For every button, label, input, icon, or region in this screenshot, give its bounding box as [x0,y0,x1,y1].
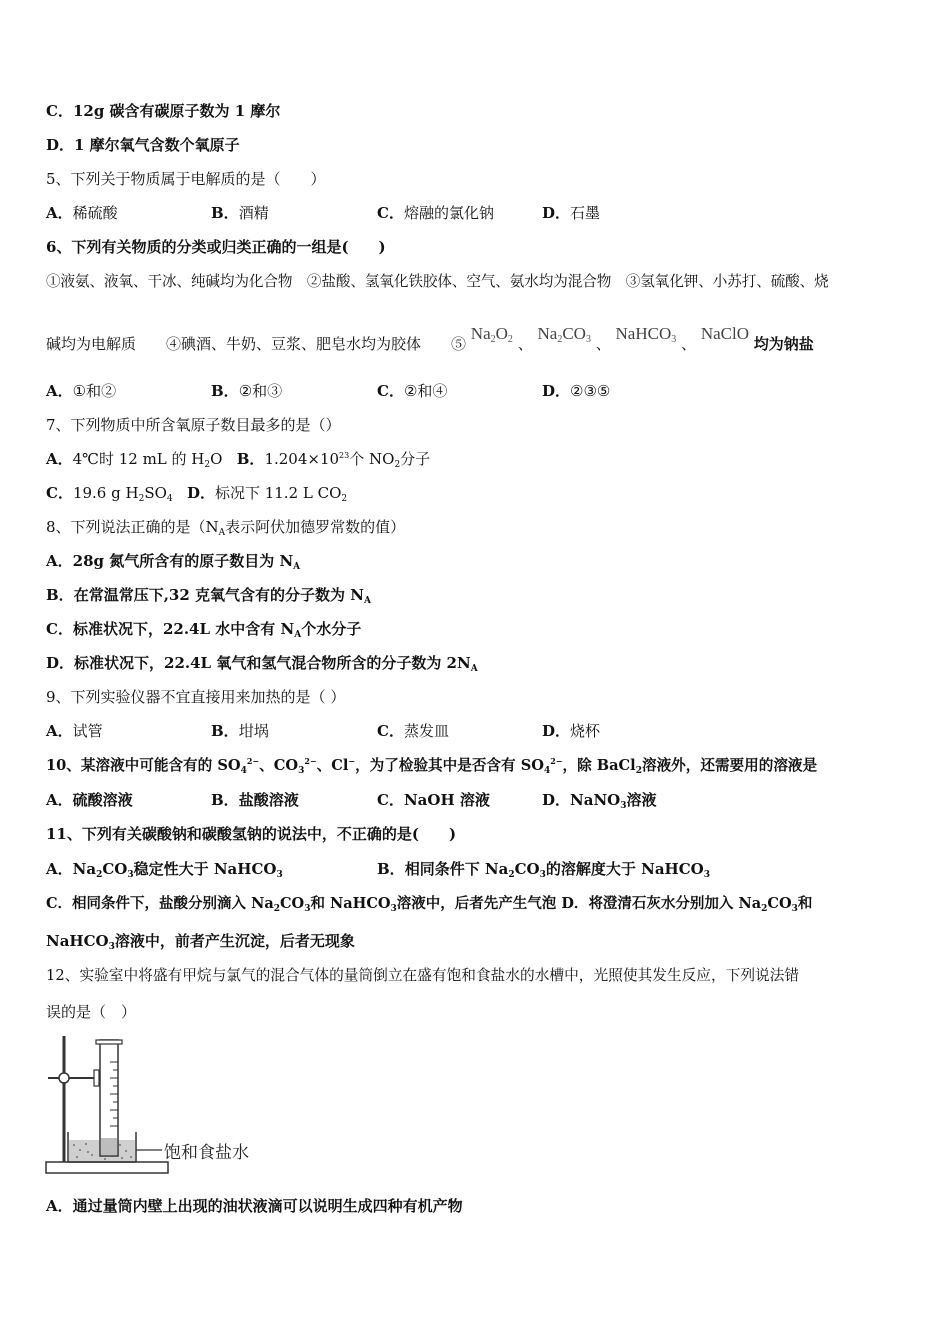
q10-options [46,790,906,810]
q9-option-c[interactable]: C．蒸发皿 [377,722,449,740]
formula-naclo: NaClO [700,324,749,343]
q6-option-c[interactable]: C．②和④ [377,382,448,400]
q10-option-a[interactable]: A．硫酸溶液 [46,791,133,809]
q10-option-c[interactable]: C．NaOH 溶液 [377,791,490,809]
q5-option-c[interactable]: C．熔融的氯化钠 [377,204,494,222]
q6-option-d[interactable]: D．②③⑤ [542,382,611,400]
formula-na2o2: $Na_2O_2$ [470,324,513,345]
q6-option-b[interactable]: B．②和③ [211,382,283,400]
q11-option-b[interactable]: B．相同条件下 $Na_2CO_3$的溶解度大于 NaHCO$_3$ [377,860,710,880]
sodium-formulas [471,325,518,343]
clamp-jaw [94,1070,99,1086]
q9-option-b[interactable]: B．坩埚 [211,722,269,740]
q7-options-ab [46,449,430,469]
q11-option-c[interactable]: C．相同条件下，盐酸分别滴入 $Na_2CO_3$和 NaHCO$_3$溶液中，后者先产生气泡 [46,895,557,914]
q12-stem-line1: 12、实验室中将盛有甲烷与氯气的混合气体的量筒倒立在盛有饱和食盐水的水槽中，光照使其发生反应，下列说法错 [46,967,800,984]
q12-option-a[interactable]: A．通过量筒内壁上出现的油状液滴可以说明生成四种有机产物 [46,1197,463,1215]
q5-stem: 5、下列关于物质属于电解质的是（ ） [46,170,326,188]
q10-option-b[interactable]: B．盐酸溶液 [211,791,299,809]
q10-option-d[interactable]: D．NaNO$_3$溶液 [542,791,657,811]
option-letter: C． [46,102,73,120]
formula-na2co3: $Na_2CO_3$ [537,324,591,345]
q6-options [46,381,906,401]
option-letter: D． [46,136,75,154]
clamp-knob [59,1073,69,1083]
option-text: 12g 碳含有碳原子数为 1 摩尔 [72,102,281,120]
stand-base [46,1162,168,1173]
liquid-in-cylinder [101,1138,117,1155]
figure-label-saturated-brine: 饱和食盐水 [164,1143,249,1163]
q7-stem: 7、下列物质中所含氧原子数目最多的是（） [46,416,341,434]
q5-option-d[interactable]: D．石墨 [542,204,601,222]
q8-option-a[interactable]: A．28g 氮气所含有的原子数目为 $N_A$ [46,552,301,572]
q4-option-d [46,135,240,155]
option-text: 1 摩尔氧气含数个氧原子 [74,136,240,154]
q8-option-c[interactable]: C．标准状况下，22.4L 水中含有 $N_A$个水分子 [46,620,362,640]
q11-options-cd [46,894,812,914]
q5-option-a[interactable]: A．稀硫酸 [46,204,118,222]
q6-statements-line2: 碱均为电解质 ④碘酒、牛奶、豆浆、肥皂水均为胶体 ⑤ $Na_2O_2$ 、 $Na_2CO_3$ 、 NaHCO$_3$ 、 NaClO 均为钠盐 [46,324,814,353]
q11-option-a[interactable]: A．$Na_2CO_3$稳定性大于 NaHCO$_3$ [46,860,283,880]
q4-option-c [46,101,280,121]
cylinder-rim [96,1040,122,1044]
q7-option-b[interactable]: B．$1.204\times 10^{23}$个 $NO_2$分子 [236,450,431,470]
q8-option-d[interactable]: D．标准状况下，22.4L 氧气和氢气混合物所含的分子数为 $2N_A$ [46,654,478,674]
q11-option-d-cont: NaHCO$_3$溶液中，前者产生沉淀，后者无现象 [46,932,355,952]
formula-nahco3: NaHCO$_3$ [615,324,677,345]
q9-stem: 9、下列实验仪器不宜直接用来加热的是（ ） [46,688,346,706]
q8-option-b[interactable]: B．在常温常压下,32 克氧气含有的分子数为 $N_A$ [46,586,371,606]
q9-option-d[interactable]: D．烧杯 [542,722,601,740]
q6-statements-line1: ①液氨、液氧、干冰、纯碱均为化合物 ②盐酸、氢氧化铁胶体、空气、氨水均为混合物 ③氢氧化钾、小苏打、硫酸、烧 [46,273,829,290]
q5-option-b[interactable]: B．酒精 [211,204,269,222]
q11-options-ab [46,859,906,879]
q6-line2-end: 均为钠盐 [753,335,814,353]
q11-option-d[interactable]: D．将澄清石灰水分别加入 $Na_2CO_3$和 [561,895,813,914]
q6-option-a[interactable]: A．①和② [46,382,117,400]
q7-option-c[interactable]: C．19.6 g $H_2SO_4$ [46,484,173,504]
q12-stem-line2: 误的是（ ） [46,1003,137,1021]
q7-option-d[interactable]: D．标况下 11.2 L $CO_2$ [186,484,348,504]
q11-stem: 11、下列有关碳酸钠和碳酸氢钠的说法中，不正确的是( ) [46,825,457,843]
q9-options [46,721,906,741]
q6-line2-text: 碱均为电解质 ④碘酒、牛奶、豆浆、肥皂水均为胶体 ⑤ [46,335,467,353]
q9-option-a[interactable]: A．试管 [46,722,103,740]
q8-stem: 8、下列说法正确的是（$N_A$表示阿伏加德罗常数的值） [46,518,406,538]
q7-option-a[interactable]: A．4℃时 12 mL 的 $H_2O$ [46,450,223,470]
q6-stem: 6、下列有关物质的分类或归类正确的一组是( ) [46,238,386,256]
q10-stem: 10、某溶液中可能含有的 $SO_4^{2-}$、$CO_3^{2-}$、Cl−，为了检验其中是否含有 $SO_4^{2-}$，除 BaCl$_2$溶液外，还需要用的溶液是 [46,756,818,776]
q5-options [46,203,906,223]
q7-options-cd [46,483,347,503]
